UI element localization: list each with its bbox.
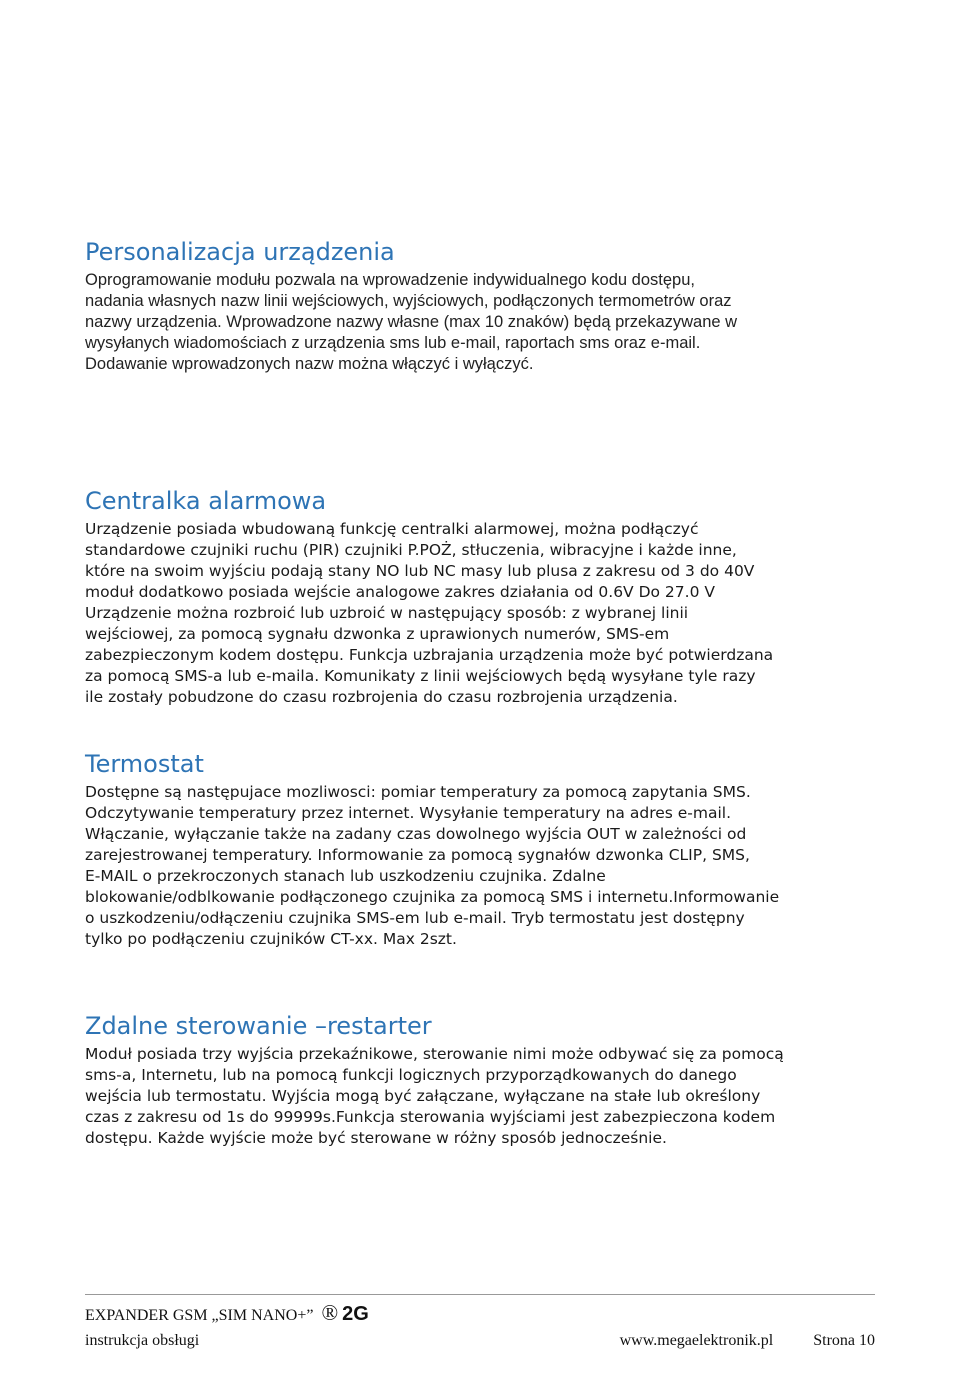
section-zdalne-sterowanie — [85, 1012, 885, 1149]
body-line: za pomocą SMS-a lub e-maila. Komunikaty z linii wejściowych będą wysyłane tyle razy — [85, 667, 756, 685]
body-line: ile zostały pobudzone do czasu rozbrojenia do czasu rozbrojenia urządzenia. — [85, 688, 678, 706]
body-line: o uszkodzeniu/odłączeniu czujnika SMS-em lub e-mail. Tryb termostatu jest dostępny — [85, 909, 745, 927]
footer-doc-label: instrukcja obsługi — [85, 1332, 200, 1349]
registered-mark: ® — [321, 1300, 339, 1325]
body-line: Urządzenie można rozbroić lub uzbroić w następujący sposób: z wybranej linii — [85, 604, 689, 622]
section-personalizacja — [85, 238, 885, 375]
body-line: moduł dodatkowo posiada wejście analogowe zakres działania od 0.6V Do 27.0 V — [85, 583, 715, 601]
footer-product-line — [85, 1300, 875, 1326]
body-line: tylko po podłączeniu czujników CT-xx. Max 2szt. — [85, 930, 457, 948]
footer-page-number: Strona 10 — [813, 1332, 875, 1349]
body-line: Włączanie, wyłączanie także na zadany czas dowolnego wyjścia OUT w zależności od — [85, 825, 747, 843]
body-line: Oprogramowanie modułu pozwala na wprowadzenie indywidualnego kodu dostępu, — [85, 271, 695, 289]
footer-2g-badge: 2G — [342, 1303, 369, 1325]
body-line: Dostępne są następujace mozliwosci: pomiar temperatury za pomocą zapytania SMS. — [85, 783, 751, 801]
body-line: które na swoim wyjściu podają stany NO lub NC masy lub plusa z zakresu od 3 do 40V — [85, 562, 755, 580]
section-body — [85, 782, 885, 950]
section-body — [85, 519, 885, 708]
body-line: nadania własnych nazw linii wejściowych, wyjściowych, podłączonych termometrów oraz — [85, 292, 732, 310]
section-heading: Zdalne sterowanie –restarter — [85, 1012, 432, 1040]
section-heading: Personalizacja urządzenia — [85, 238, 395, 266]
section-body — [85, 270, 885, 375]
body-line: zabezpieczonym kodem dostępu. Funkcja uzbrajania urządzenia może być potwierdzana — [85, 646, 774, 664]
body-line: Moduł posiada trzy wyjścia przekaźnikowe, sterowanie nimi może odbywać się za pomocą — [85, 1045, 784, 1063]
body-line: wejścia lub termostatu. Wyjścia mogą być załączane, wyłączane na stałe lub określony — [85, 1087, 761, 1105]
body-line: wysyłanych wiadomościach z urządzenia sms lub e-mail, raportach sms oraz e-mail. — [85, 334, 701, 352]
footer-product-name: EXPANDER GSM „SIM NANO+” — [85, 1307, 314, 1324]
body-line: nazwy urządzenia. Wprowadzone nazwy własne (max 10 znaków) będą przekazywane w — [85, 313, 738, 331]
section-heading: Termostat — [85, 750, 204, 778]
body-line: Urządzenie posiada wbudowaną funkcję centralki alarmowej, można podłączyć — [85, 520, 699, 538]
body-line: czas z zakresu od 1s do 99999s.Funkcja sterowania wyjściami jest zabezpieczona kodem — [85, 1108, 776, 1126]
section-heading: Centralka alarmowa — [85, 487, 327, 515]
section-termostat — [85, 750, 885, 950]
body-line: Odczytywanie temperatury przez internet. Wysyłanie temperatury na adres e-mail. — [85, 804, 732, 822]
section-body — [85, 1044, 885, 1149]
page-footer — [85, 1300, 875, 1350]
footer-right — [580, 1332, 875, 1350]
body-line: sms-a, Internetu, lub na pomocą funkcji logicznych przyporządkowanych do danego — [85, 1066, 737, 1084]
footer-info-line — [85, 1332, 875, 1350]
section-centralka — [85, 487, 885, 708]
footer-divider — [85, 1294, 875, 1295]
body-line: blokowanie/odblkowanie podłączonego czujnika za pomocą SMS i internetu.Informowanie — [85, 888, 780, 906]
body-line: zarejestrowanej temperatury. Informowanie za pomocą sygnałów dzwonka CLIP, SMS, — [85, 846, 750, 864]
body-line: Dodawanie wprowadzonych nazw można włączyć i wyłączyć. — [85, 355, 534, 373]
footer-website-link[interactable]: www.megaelektronik.pl — [619, 1332, 774, 1349]
body-line: dostępu. Każde wyjście może być sterowane w różny sposób jednocześnie. — [85, 1129, 667, 1147]
body-line: E-MAIL o przekroczonych stanach lub uszkodzeniu czujnika. Zdalne — [85, 867, 606, 885]
body-line: wejściowej, za pomocą sygnału dzwonka z uprawionych numerów, SMS-em — [85, 625, 670, 643]
body-line: standardowe czujniki ruchu (PIR) czujniki P.POŻ, stłuczenia, wibracyjne i każde inne, — [85, 541, 737, 559]
